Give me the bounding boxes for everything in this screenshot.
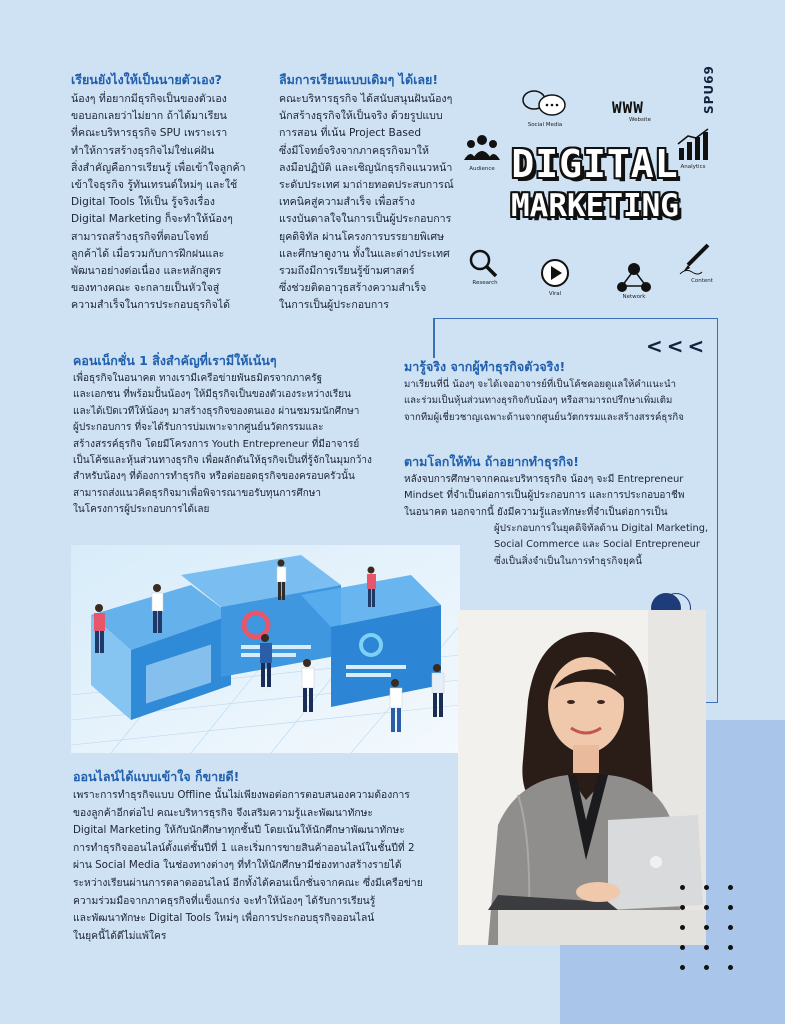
section-body-forget-old-learning: คณะบริหารธุรกิจ ได้สนับสนุนฝันน้องๆ นักสร้างธุรกิจให้เป็นจริง ด้วยรูปแบบ การสอน ที่เน้น Project Based ซึ่งมีโจทย์จริงจากภาคธุรกิจมาให้ ลงมือปฏิบัติ และเชิญนักธุรกิจแนวหน้า ระดับประเทศ มาถ่ายทอดประสบการณ์ เทคนิคสู่ความสำเร็จ เพื่อสร้าง แรงบันดาลใจในการเป็นผู้ประกอบการ ยุคดิจิทัล ผ่านโครงการบรรยายพิเศษ และศึกษาดูงาน ทั้งในและต่างประเทศ รวมถึงมีการเรียนรู้ข้ามศาสตร์ ซึ่งช่วยติดอาวุธสร้างความสำเร็จ ในการเป็นผู้ประกอบการ [279,93,454,312]
section-heading-keep-up: ตามโลกให้ทัน ถ้าอยากทำธุรกิจ! [404,454,579,469]
network-icon [616,262,652,294]
pencil-icon [678,242,712,276]
section-heading-learn-real: มารู้จริง จากผู้ทำธุรกิจตัวจริง! [404,359,566,374]
audience-label: Audience [469,166,495,172]
section-heading-self-employed: เรียนยังไงให้เป็นนายตัวเอง? [71,72,222,87]
section-body-learn-real: มาเรียนที่นี่ น้องๆ จะได้เจออาจารย์ที่เป็นโค้ชคอยดูแลให้คำแนะนำ และร่วมเป็นหุ้นส่วนทางธุรกิจกับน้องๆ หรือสามารถปรึกษาเพิ่มเติม จากทีมผู้เชี่ยวชาญเฉพาะด้านจากศูนย์นวัตกรรมและสร้างสรรค์ธุรกิจ [404,379,684,423]
woman-with-laptop-photo [458,610,706,945]
section-body-keep-up: หลังจบการศึกษาจากคณะบริหารธุรกิจ น้องๆ จะมี Entrepreneur Mindset ที่จำเป็นต่อการเป็นผู้ประกอบการ และการประกอบอาชีพ ในอนาคต นอกจากนี้ ยังมีความรู้และทักษะที่จำเป็นต่อการเป็น [404,474,685,518]
chevrons-left-icon: <<< [646,334,709,358]
title-line-marketing: MARKETING [511,188,679,224]
www-icon: WWW [612,98,644,117]
business-city-illustration [71,545,460,753]
chat-bubbles-icon [520,88,570,120]
section-body-keep-up-indent: ผู้ประกอบการในยุคดิจิทัลด้าน Digital Marketing, Social Commerce และ Social Entrepreneur ซึ่งเป็นสิ่งจำเป็นในการทำธุรกิจยุคนี้ [494,523,709,567]
content-label: Content [691,278,713,284]
research-label: Research [472,280,498,286]
social-media-label: Social Media [527,122,563,128]
title-line-digital: DIGITAL [511,142,679,186]
decorative-dot-grid [680,885,750,985]
digital-marketing-title [492,142,698,226]
website-label: Website [629,117,651,123]
viral-icon [540,258,570,288]
section-heading-forget-old-learning: ลืมการเรียนแบบเดิมๆ ได้เลย! [279,72,439,87]
section-heading-connection: คอนเน็กชั่น 1 สิ่งสำคัญที่เรามีให้เน้นๆ [73,353,277,368]
magnifier-icon [468,248,498,278]
section-body-online-sales: เพราะการทำธุรกิจแบบ Offline นั้นไม่เพียงพอต่อการตอบสนองความต้องการ ของลูกค้าอีกต่อไป คณะบริหารธุรกิจ จึงเสริมความรู้และพัฒนาทักษะ Digital Marketing ให้กับนักศึกษาทุกชั้นปี โดยเน้นให้นักศึกษาพัฒนาทักษะ การทำธุรกิจออนไลน์ตั้งแต่ชั้นปีที่ 1 และเริ่มการขายสินค้าออนไลน์ในชั้นปีที่ 2 ผ่าน Social Media ในช่องทางต่างๆ ที่ทำให้นักศึกษามีช่องทางสร้างรายได้ ระหว่างเรียนผ่านการตลาดออนไลน์ อีกทั้งได้คอนเน็กชั่นจากคณะ ซึ่งมีเครือข่าย ความร่วมมือจากภาคธุรกิจที่แข็งแกร่ง จะทำให้น้องๆ ได้รับการเรียนรู้ และพัฒนาทักษะ Digital Tools ใหม่ๆ เพื่อการประกอบธุรกิจออนไลน์ ในยุคนี้ได้ดีไม่แพ้ใคร [73,789,423,942]
analytics-label: Analytics [680,164,706,170]
brand-text: SPU69 [702,65,716,114]
section-frame-edge [433,318,435,358]
section-heading-online-sales: ออนไลน์ได้แบบเข้าใจ ก็ขายดี! [73,769,240,784]
network-label: Network [622,294,646,300]
section-body-self-employed: น้องๆ ที่อยากมีธุรกิจเป็นของตัวเอง ขอบอกเลยว่าไม่ยาก ถ้าได้มาเรียน ที่คณะบริหารธุรกิจ SPU เพราะเรา ทำให้การสร้างธุรกิจไม่ใช่แค่ฝัน สิ่งสำคัญคือการเรียนรู้ เพื่อเข้าใจลูกค้า เข้าใจธุรกิจ รู้ทันเทรนด์ใหม่ๆ และใช้ Digital Tools ให้เป็น รู้จริงเรื่อง Digital Marketing ก็จะทำให้น้องๆ สามารถสร้างธุรกิจที่ตอบโจทย์ ลูกค้าได้ เมื่อรวมกับการฝึกฝนและ พัฒนาอย่างต่อเนื่อง และหลักสูตร ของทางคณะ จะกลายเป็นหัวใจสู่ ความสำเร็จในการประกอบธุรกิจได้ [71,93,246,312]
section-body-connection: เพื่อธุรกิจในอนาคต ทางเรามีเครือข่ายพันธมิตรจากภาครัฐ และเอกชน ที่พร้อมปั้นน้องๆ ให้มีธุรกิจเป็นของตัวเองระหว่างเรียน และได้เปิดเวทีให้น้องๆ มาสร้างธุรกิจของตนเอง ผ่านชมรมนักศึกษา ผู้ประกอบการ ที่จะได้รับการบ่มเพาะจากศูนย์นวัตกรรมและ สร้างสรรค์ธุรกิจ โดยมีโครงการ Youth Entrepreneur ที่มีอาจารย์ เป็นโค้ชและหุ้นส่วนทางธุรกิจ เพื่อผลักดันให้ธุรกิจเป็นที่รู้จักในมุมกว้าง สำหรับน้องๆ ที่ต้องการทำธุรกิจ หรือต่อยอดธุรกิจของครอบครัวนั้น สามารถส่งแนวคิดธุรกิจมาเพื่อพิจารณาขอรับทุนการศึกษา ในโครงการผู้ประกอบการได้เลย [73,373,372,516]
viral-label: Viral [548,291,562,297]
digital-marketing-graphic [460,80,720,310]
